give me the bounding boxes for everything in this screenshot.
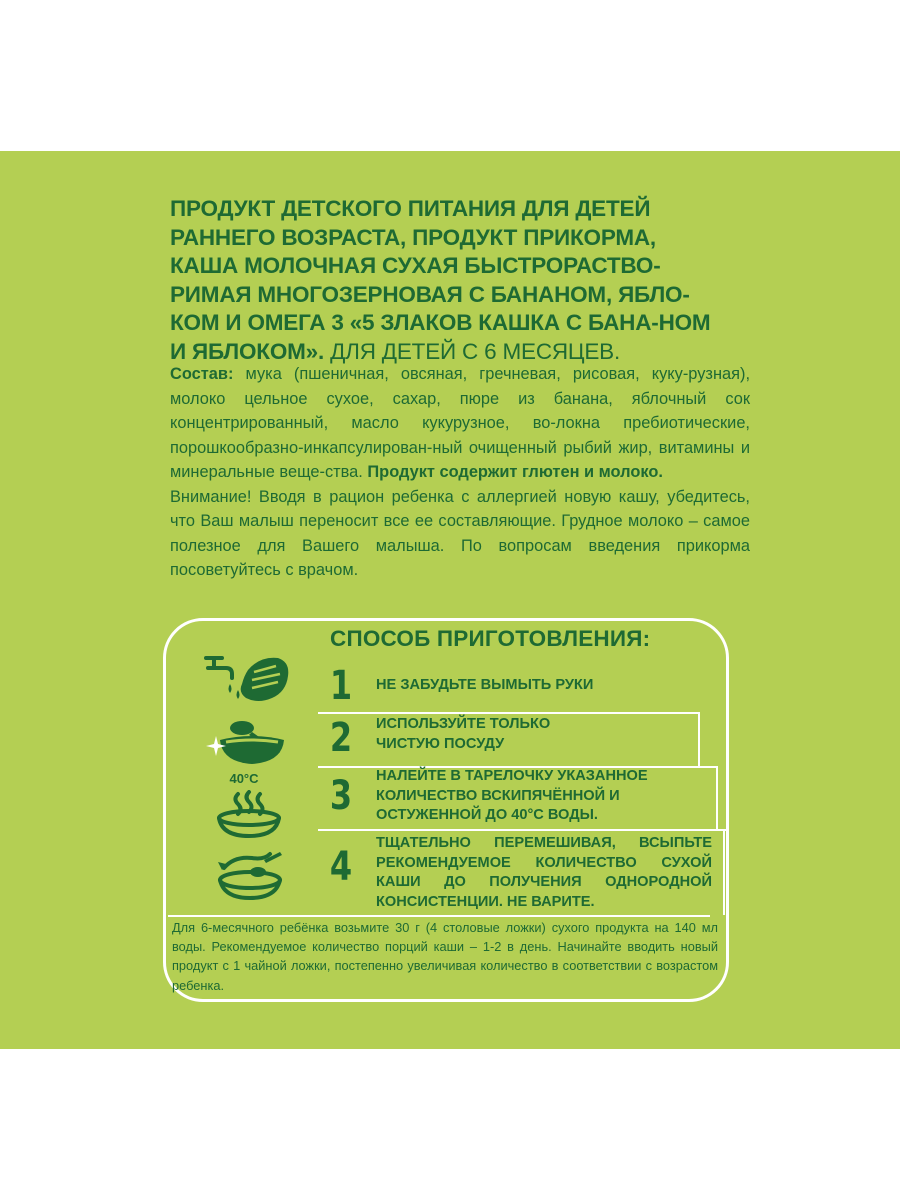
composition-label: Состав: [170, 365, 234, 383]
step-number-3: 3 [329, 773, 353, 819]
warning-text: Внимание! Вводя в рацион ребенка с аллергией новую кашу, убедитесь, что Ваш малыш переносит все ее составляющие. Грудное молоко – самое полезное для Вашего малыша. По вопросам введения прикорма посоветуйтесь с врачом. [170, 487, 750, 579]
step-number-4: 4 [329, 844, 353, 890]
allergen-statement: Продукт содержит глютен и молоко. [367, 463, 663, 481]
product-name: ПРОДУКТ ДЕТСКОГО ПИТАНИЯ ДЛЯ ДЕТЕЙ РАННЕГО ВОЗРАСТА, ПРОДУКТ ПРИКОРМА, КАША МОЛОЧНАЯ СУХАЯ БЫСТРОРАСТВО-РИМАЯ МНОГОЗЕРНОВАЯ С БАНАНОМ, ЯБЛО-КОМ И ОМЕГА 3 «5 ЗЛАКОВ КАШКА С БАНА-НОМ И ЯБЛОКОМ». [170, 196, 711, 364]
step-border [716, 766, 718, 829]
step-divider [318, 829, 726, 831]
preparation-title: СПОСОБ ПРИГОТОВЛЕНИЯ: [330, 626, 651, 651]
composition [170, 362, 750, 485]
step-number-1: 1 [329, 663, 353, 709]
warm-water-bowl-icon [214, 790, 284, 840]
step-number-2: 2 [329, 715, 353, 761]
step-text-2: ИСПОЛЬЗУЙТЕ ТОЛЬКО ЧИСТУЮ ПОСУДУ [376, 716, 551, 752]
product-heading [170, 195, 730, 366]
note-divider [168, 915, 710, 917]
temperature-label: 40°С [229, 771, 259, 786]
wash-hands-icon [200, 650, 296, 710]
step-text-1: НЕ ЗАБУДЬТЕ ВЫМЫТЬ РУКИ [376, 677, 594, 693]
age-label: ДЛЯ ДЕТЕЙ С 6 МЕСЯЦЕВ. [324, 338, 621, 364]
composition-text: мука (пшеничная, овсяная, гречневая, рисовая, куку-рузная), молоко цельное сухое, сахар, пюре из банана, яблочный сок концентрированный, масло кукурузное, во-локна пребиотические, порошкообразно-инкапсулирован-ный очищенный рыбий жир, витамины и минеральные веще-ства. [170, 365, 750, 481]
step-border [698, 712, 700, 766]
step-text-4: ТЩАТЕЛЬНО ПЕРЕМЕШИВАЯ, ВСЫПЬТЕ РЕКОМЕНДУЕМОЕ КОЛИЧЕСТВО СУХОЙ КАШИ ДО ПОЛУЧЕНИЯ ОДНОРОДНОЙ КОНСИСТЕНЦИИ. НЕ ВАРИТЕ. [376, 835, 712, 910]
stir-bowl-icon [214, 850, 290, 902]
step-divider [318, 712, 700, 714]
product-description [170, 362, 750, 583]
dosage-note: Для 6-месячного ребёнка возьмите 30 г (4 столовые ложки) сухого продукта на 140 мл воды. Рекомендуемое количество порций каши – 1-2 в день. Начинайте вводить новый продукт с 1 чайной ложки, постепенно увеличивая количество в соответствии с возрастом ребенка. [172, 920, 718, 993]
clean-dish-icon [204, 718, 294, 770]
step-text-3: НАЛЕЙТЕ В ТАРЕЛОЧКУ УКАЗАННОЕ КОЛИЧЕСТВО ВСКИПЯЧЁННОЙ И ОСТУЖЕННОЙ ДО 40°С ВОДЫ. [376, 768, 648, 823]
step-border [723, 829, 725, 915]
